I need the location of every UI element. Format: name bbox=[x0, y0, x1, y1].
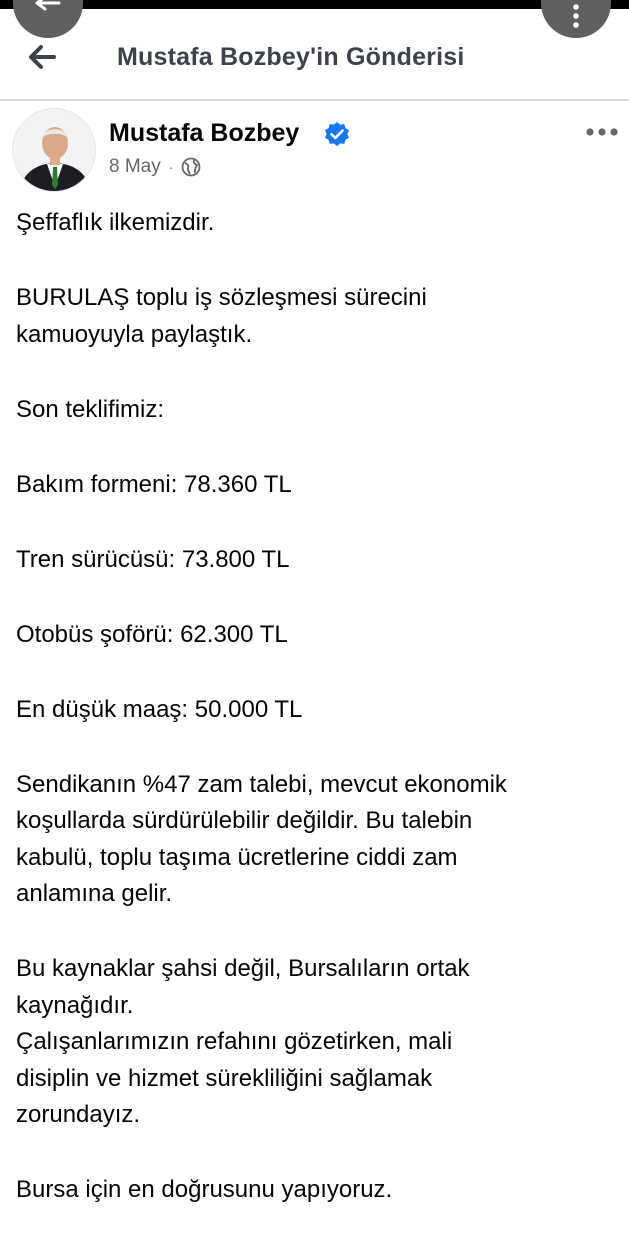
post-line: Son teklifimiz: bbox=[16, 395, 165, 423]
post-paragraph bbox=[16, 951, 616, 1134]
page-title: Mustafa Bozbey'in Gönderisi bbox=[117, 43, 465, 71]
post-line: Bu kaynaklar şahsi değil, Bursalıların ortak bbox=[16, 955, 470, 982]
arrow-left-icon bbox=[31, 47, 54, 67]
post-line: koşullarda sürdürülebilir değildir. Bu talebin bbox=[16, 807, 473, 834]
globe-icon bbox=[181, 157, 201, 177]
post-paragraph bbox=[16, 617, 616, 654]
profile-photo bbox=[13, 109, 96, 192]
author-name[interactable]: Mustafa Bozbey bbox=[109, 119, 300, 147]
more-vertical-icon bbox=[572, 4, 580, 28]
status-bar bbox=[0, 0, 629, 9]
back-button[interactable] bbox=[24, 39, 60, 75]
post-line: Sendikanın %47 zam talebi, mevcut ekonomik bbox=[16, 770, 507, 798]
post-line: Çalışanlarımızın refahını gözetirken, mali bbox=[16, 1028, 453, 1055]
post-line: BURULAŞ toplu iş sözleşmesi sürecini bbox=[16, 284, 427, 311]
post-meta bbox=[109, 155, 201, 179]
post-line: Şeffaflık ilkemizdir. bbox=[16, 209, 215, 236]
post-line: zorundayız. bbox=[16, 1101, 141, 1128]
meta-separator: · bbox=[168, 159, 174, 175]
header-divider bbox=[0, 99, 629, 101]
more-horizontal-icon[interactable] bbox=[585, 125, 619, 139]
post-text bbox=[16, 205, 616, 1247]
post-paragraph bbox=[16, 467, 616, 504]
post-line: Bakım formeni: 78.360 TL bbox=[16, 470, 292, 498]
post-line: kaynağıdır. bbox=[16, 991, 134, 1019]
post-line: En düşük maaş: 50.000 TL bbox=[16, 695, 303, 723]
post-paragraph bbox=[16, 392, 616, 429]
post-date[interactable]: 8 May bbox=[109, 156, 161, 177]
post-paragraph bbox=[16, 542, 616, 579]
post-line: Otobüs şoförü: 62.300 TL bbox=[16, 620, 288, 648]
post-paragraph bbox=[16, 280, 616, 353]
app-header bbox=[0, 9, 629, 101]
post-line: kabulü, toplu taşıma ücretlerine ciddi zam bbox=[16, 843, 458, 871]
post-line: Tren sürücüsü: 73.800 TL bbox=[16, 545, 290, 573]
verified-badge-icon bbox=[324, 121, 350, 147]
avatar[interactable] bbox=[12, 108, 96, 192]
post-line: Bursa için en doğrusunu yapıyoruz. bbox=[16, 1176, 393, 1203]
arrow-left-icon bbox=[33, 0, 63, 20]
post-paragraph bbox=[16, 1172, 616, 1209]
post-line: kamuoyuyla paylaştık. bbox=[16, 320, 253, 348]
post-paragraph bbox=[16, 692, 616, 729]
post-line: disiplin ve hizmet sürekliliğini sağlamak bbox=[16, 1064, 433, 1092]
post-paragraph bbox=[16, 205, 616, 242]
post-line: anlamına gelir. bbox=[16, 880, 173, 907]
post-paragraph bbox=[16, 767, 616, 913]
